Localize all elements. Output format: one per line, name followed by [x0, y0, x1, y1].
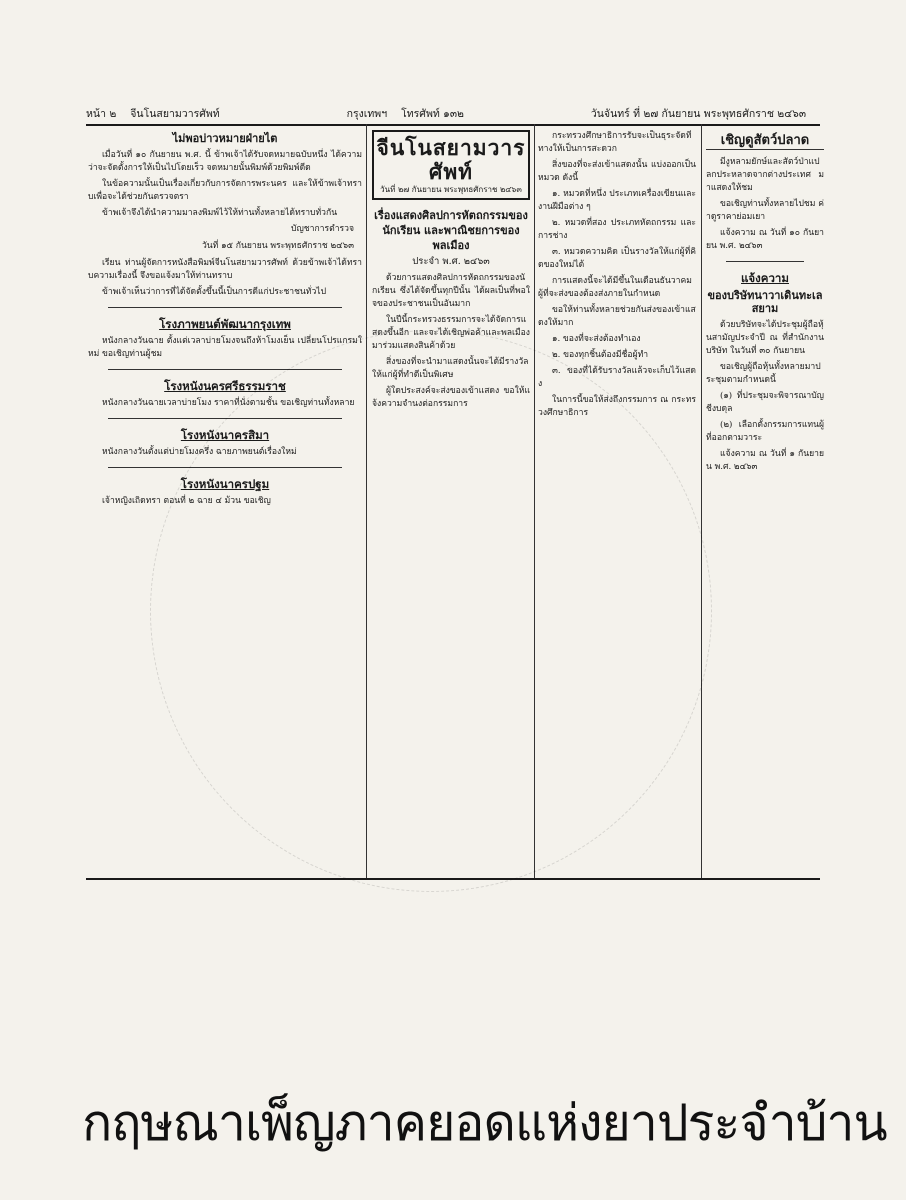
- article-paragraph: ๒. ของทุกชิ้นต้องมีชื่อผู้ทำ: [552, 350, 649, 360]
- advert-paragraph: แจ้งความ ณ วันที่ ๑๐ กันยายน พ.ศ. ๒๔๖๓: [706, 228, 824, 251]
- notice-paragraph: ด้วยบริษัทจะได้ประชุมผู้ถือหุ้นสามัญประจำปี ณ ที่สำนักงานบริษัท ในวันที่ ๓๐ กันยายน: [706, 320, 824, 356]
- cinema-title: โรงหนังนาครสิมา: [180, 428, 270, 442]
- article-paragraph: เมื่อวันที่ ๑๐ กันยายน พ.ศ. นี้ ข้าพเจ้าได้รับจดหมายฉบับหนึ่ง ได้ความว่าจะจัดตั้งการให้เป็นไปโดยเร็ว จดหมายนั้นพิมพ์ด้วยพิมพ์ดีด: [88, 150, 362, 173]
- cinema-text: หนังกลางวันฉายเวลาบ่ายโมง ราคาที่นั่งตามชั้น ขอเชิญท่านทั้งหลาย: [102, 398, 355, 408]
- article-paragraph: กระทรวงศึกษาธิการรับจะเป็นธุระจัดที่ทางให้เป็นการสะดวก: [538, 131, 692, 154]
- masthead-date: วันที่ ๒๗ กันยายน พระพุทธศักราช ๒๔๖๓: [380, 185, 522, 194]
- article-paragraph: ข้าพเจ้าเห็นว่าการที่ได้จัดตั้งขึ้นนี้เป็นการดีแก่ประชาชนทั่วไป: [102, 287, 327, 297]
- masthead: [372, 130, 530, 200]
- story-dateline: ประจำ พ.ศ. ๒๔๖๓: [412, 256, 490, 267]
- header-date: วันจันทร์ ที่ ๒๗ กันยายน พระพุทธศักราช ๒๔๖๓: [590, 108, 806, 120]
- article-paragraph: ผู้ใดประสงค์จะส่งของเข้าแสดง ขอให้แจ้งความจำนงต่อกรรมการ: [372, 386, 530, 409]
- article-headline: ไม่พอบ่าวหมายฝ่ายไต: [172, 132, 278, 145]
- header-place: กรุงเทพฯ: [346, 108, 388, 120]
- advert-paragraph: ขอเชิญท่านทั้งหลายไปชม ค่าดูราคาย่อมเยา: [706, 199, 824, 222]
- notice-paragraph: (๑) ที่ประชุมจะพิจารณาบัญชีงบดุล: [706, 391, 824, 414]
- cinema-text: หนังกลางวันตั้งแต่บ่ายโมงครึ่ง ฉายภาพยนต์เรื่องใหม่: [102, 447, 297, 457]
- advert-title: เชิญดูสัตว์ปลาด: [706, 134, 824, 150]
- article-paragraph: ๓. ของที่ได้รับรางวัลแล้วจะเก็บไว้แสดง: [538, 366, 696, 389]
- cinema-title: โรงหนังนครศรีธรรมราช: [164, 379, 286, 393]
- cinema-text: หนังกลางวันฉาย ตั้งแต่เวลาบ่ายโมงจนถึงห้าโมงเย็น เปลี่ยนโปรแกรมใหม่ ขอเชิญท่านผู้ชม: [88, 336, 362, 359]
- article-paragraph: ๒. หมวดที่สอง ประเภทหัตถกรรม และการช่าง: [538, 218, 696, 241]
- notice-title: แจ้งความ: [741, 271, 789, 285]
- notice-paragraph: ขอเชิญผู้ถือหุ้นทั้งหลายมาประชุมตามกำหนดนี้: [706, 362, 821, 385]
- article-date: วันที่ ๑๕ กันยายน พระพุทธศักราช ๒๔๖๓: [201, 241, 354, 251]
- paper-name: จีนโนสยามวารศัพท์: [130, 108, 220, 120]
- article-paragraph: ในการนี้ขอให้ส่งถึงกรรมการ ณ กระทรวงศึกษาธิการ: [538, 395, 696, 418]
- article-paragraph: การแสดงนี้จะได้มีขึ้นในเดือนธันวาคม ผู้ที่จะส่งของต้องส่งภายในกำหนด: [538, 276, 692, 299]
- article-paragraph: เรียน ท่านผู้จัดการหนังสือพิมพ์จีนโนสยามวารศัพท์ ด้วยข้าพเจ้าได้ทราบความเรื่องนี้ จึงขอแจ้งมาให้ท่านทราบ: [88, 258, 362, 281]
- article-paragraph: สิ่งของที่จะส่งเข้าแสดงนั้น แบ่งออกเป็นหมวด ดังนี้: [538, 160, 696, 183]
- notice-paragraph: แจ้งความ ณ วันที่ ๑ กันยายน พ.ศ. ๒๔๖๓: [706, 449, 824, 472]
- cinema-text: เจ้าหญิงเถิดทรา ตอนที่ ๒ ฉาย ๔ ม้วน ขอเชิญ: [102, 496, 271, 506]
- column-4: [706, 130, 824, 870]
- page-number: หน้า ๒: [86, 108, 117, 120]
- article-paragraph: สิ่งของที่จะนำมาแสดงนั้นจะได้มีรางวัลให้แก่ผู้ที่ทำดีเป็นพิเศษ: [372, 357, 529, 380]
- masthead-title: จีนโนสยามวารศัพท์: [376, 135, 526, 184]
- column-divider: [701, 124, 702, 878]
- article-paragraph: ข้าพเจ้าจึงได้นำความมาลงพิมพ์ไว้ให้ท่านทั้งหลายได้ทราบทั่วกัน: [102, 208, 338, 218]
- page-header: [86, 98, 820, 122]
- article-paragraph: ๑. หมวดที่หนึ่ง ประเภทเครื่องเขียนและงานฝีมือต่าง ๆ: [538, 189, 696, 212]
- advert-banner: กฤษณาเพ็ญภาคยอดแห่งยาประจำบ้าน: [82, 1094, 887, 1152]
- header-rule: [86, 124, 820, 126]
- notice-paragraph: (๒) เลือกตั้งกรรมการแทนผู้ที่ออกตามวาระ: [706, 420, 824, 443]
- article-paragraph: ในข้อความนั้นเป็นเรื่องเกี่ยวกับการจัดการพระนคร และให้ข้าพเจ้าทราบเพื่อจะได้ช่วยกันตรวจตรา: [88, 179, 362, 202]
- article-paragraph: ๓. หมวดความคิด เป็นรางวัลให้แก่ผู้ที่คิดของใหม่ได้: [538, 247, 696, 270]
- article-paragraph: ในปีนี้กระทรวงธรรมการจะได้จัดการแสดงขึ้นอีก และจะได้เชิญพ่อค้าและพลเมืองมาร่วมแสดงสินค้าด้วย: [372, 315, 530, 351]
- divider: [726, 261, 804, 262]
- notice-subtitle: ของบริษัทนาวาเดินทะเลสยาม: [707, 289, 823, 315]
- watermark-seal: [150, 330, 712, 892]
- article-paragraph: ด้วยการแสดงศิลปการหัตถกรรมของนักเรียน ซึ่งได้จัดขึ้นทุกปีนั้น ได้ผลเป็นที่พอใจของประชาชนเป็นอันมาก: [372, 273, 530, 309]
- article-paragraph: ๑. ของที่จะส่งต้องทำเอง: [552, 334, 641, 344]
- header-phone: โทรศัพท์ ๑๓๒: [401, 108, 464, 120]
- story-title: เรื่องแสดงศิลปการหัตถกรรมของนักเรียน และพาณิชยการของพลเมือง: [374, 209, 528, 252]
- cinema-title: โรงภาพยนต์พัฒนากรุงเทพ: [159, 317, 291, 331]
- advert-paragraph: มีงูหลามยักษ์และสัตว์ป่าแปลกประหลาดจากต่างประเทศ มาแสดงให้ชม: [706, 157, 824, 193]
- article-signature: บัญชาการตำรวจ: [291, 224, 354, 234]
- article-paragraph: ขอให้ท่านทั้งหลายช่วยกันส่งของเข้าแสดงให้มาก: [538, 305, 696, 328]
- cinema-title: โรงหนังนาครปฐม: [180, 477, 270, 491]
- divider: [108, 307, 342, 308]
